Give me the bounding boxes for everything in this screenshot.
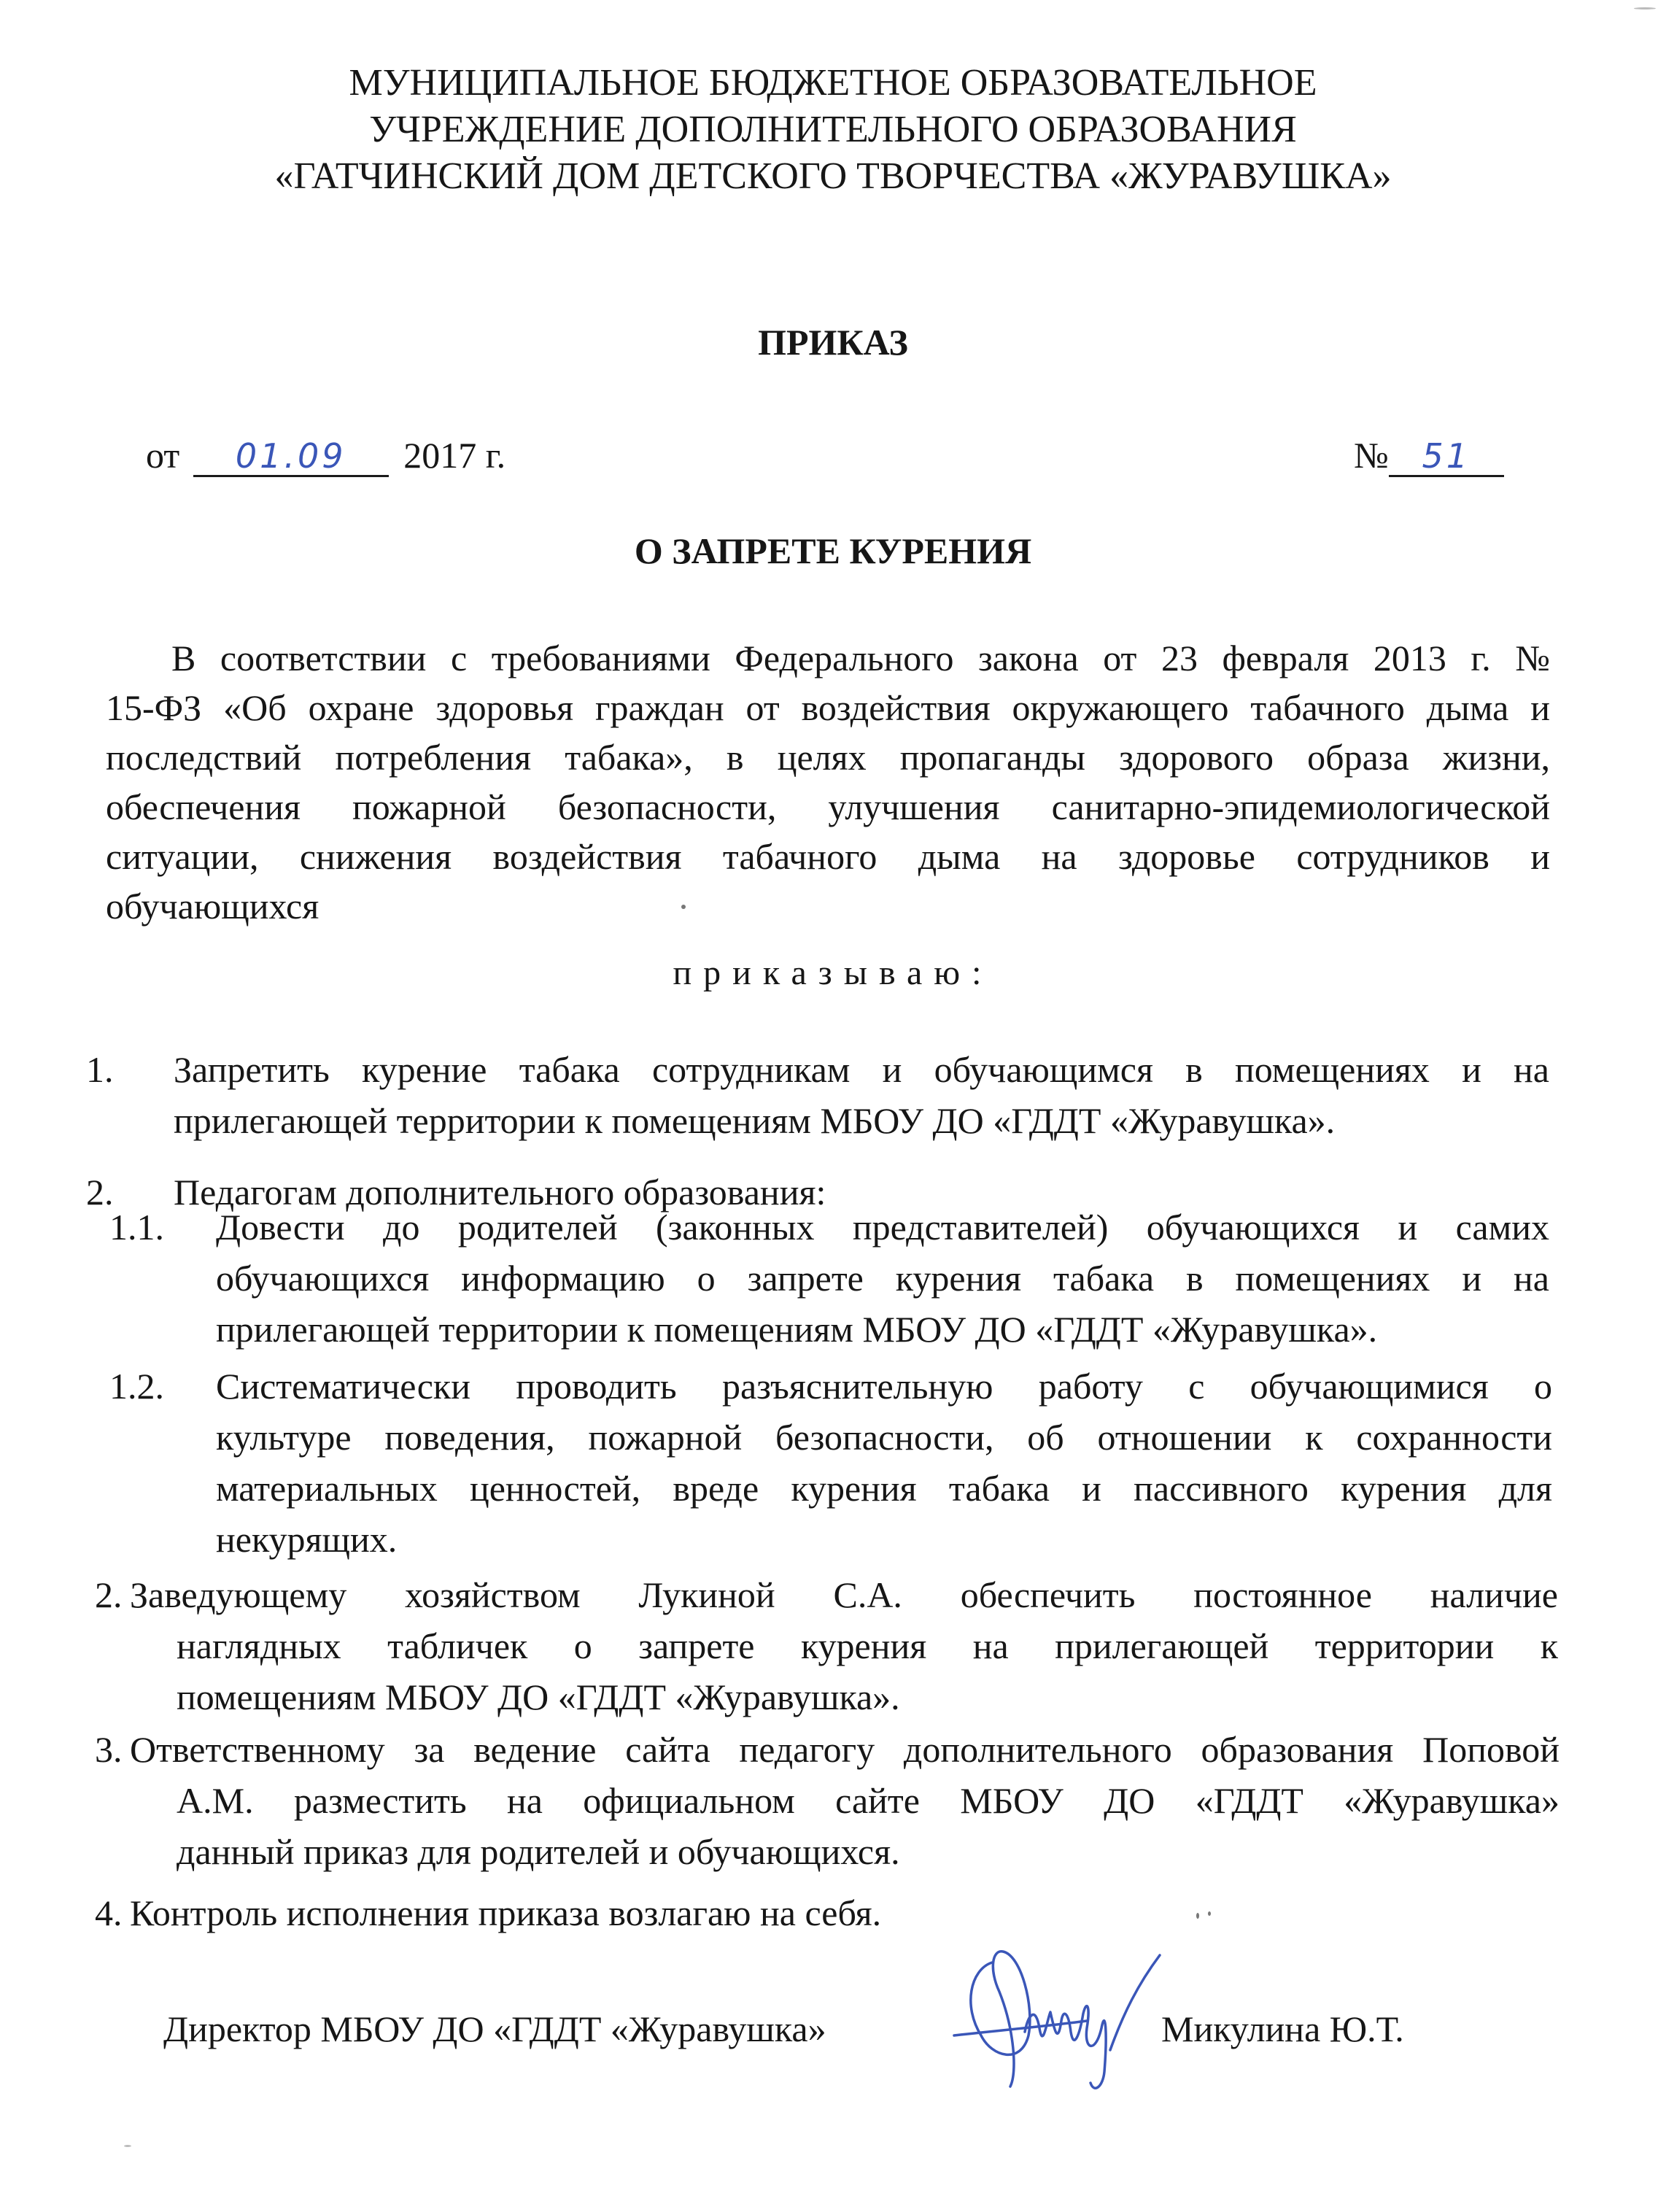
org-name-line-1: МУНИЦИПАЛЬНОЕ БЮДЖЕТНОЕ ОБРАЗОВАТЕЛЬНОЕ — [349, 62, 1317, 104]
handwritten-signature-icon — [941, 1926, 1174, 2101]
list-item-line: Запретить курение табака сотрудникам и обучающимся в помещениях и на — [174, 1049, 1549, 1090]
order-word: приказываю: — [673, 954, 993, 992]
list-item-line: А.М. разместить на официальном сайте МБОУ ДО «ГДДТ «Журавушка» — [177, 1780, 1560, 1821]
preamble — [106, 633, 1550, 931]
preamble-line: ситуации, снижения воздействия табачного дыма на здоровье сотрудников и — [106, 836, 1550, 877]
list-item-number: 1.1. — [109, 1207, 164, 1248]
list-item-line: Педагогам дополнительного образования: — [174, 1172, 826, 1213]
list-item-line: культуре поведения, пожарной безопасности, об отношении к сохранности — [216, 1417, 1552, 1458]
signatory-name: Микулина Ю.Т. — [1161, 2008, 1404, 2049]
list-item-number: 3. — [95, 1729, 123, 1770]
signatory-position: Директор МБОУ ДО «ГДДТ «Журавушка» — [163, 2008, 826, 2049]
list-item-number: 2. — [95, 1574, 123, 1615]
preamble-line: обучающихся — [106, 886, 319, 927]
list-item-line: помещениям МБОУ ДО «ГДДТ «Журавушка». — [177, 1677, 900, 1717]
date-field — [193, 436, 389, 477]
list-item-line: Довести до родителей (законных представителей) обучающихся и самих — [216, 1207, 1549, 1248]
document-title: О ЗАПРЕТЕ КУРЕНИЯ — [634, 530, 1032, 571]
list-item-number: 2. — [86, 1172, 114, 1213]
handwritten-date: 01.09 — [235, 436, 346, 476]
list-item-line: Ответственному за ведение сайта педагогу дополнительного образования Поповой — [130, 1729, 1560, 1770]
list-item-line: наглядных табличек о запрете курения на прилегающей территории к — [177, 1625, 1558, 1666]
list-item-number: 4. — [95, 1892, 123, 1933]
list-item-line: прилегающей территории к помещениям МБОУ ДО «ГДДТ «Журавушка». — [174, 1100, 1336, 1141]
list-item-line: некурящих. — [216, 1519, 398, 1560]
number-prefix: № — [1354, 435, 1389, 476]
date-prefix: от — [146, 435, 180, 476]
list-item-number: 1.2. — [109, 1366, 164, 1407]
list-item-number: 1. — [86, 1049, 114, 1090]
order-date — [146, 434, 505, 477]
document-type: ПРИКАЗ — [758, 322, 908, 363]
preamble-line: последствий потребления табака», в целях пропаганды здорового образа жизни, — [106, 737, 1550, 778]
preamble-line: обеспечения пожарной безопасности, улучшения санитарно-эпидемиологической — [106, 786, 1550, 827]
date-year: 2017 г. — [403, 435, 506, 476]
handwritten-number: 51 — [1422, 436, 1471, 476]
number-field — [1389, 436, 1504, 477]
preamble-line: В соответствии с требованиями Федерального закона от 23 февраля 2013 г. № — [171, 638, 1550, 678]
order-number — [1354, 434, 1504, 477]
org-name-line-3: «ГАТЧИНСКИЙ ДОМ ДЕТСКОГО ТВОРЧЕСТВА «ЖУРАВУШКА» — [274, 155, 1392, 197]
list-item-line: Систематически проводить разъяснительную работу с обучающимися о — [216, 1366, 1552, 1407]
list-item-line: прилегающей территории к помещениям МБОУ ДО «ГДДТ «Журавушка». — [216, 1309, 1378, 1350]
list-item-line: Контроль исполнения приказа возлагаю на себя. — [130, 1892, 882, 1933]
list-item-line: данный приказ для родителей и обучающихся. — [177, 1831, 900, 1872]
org-name-line-2: УЧРЕЖДЕНИЕ ДОПОЛНИТЕЛЬНОГО ОБРАЗОВАНИЯ — [369, 109, 1297, 150]
list-item-line: обучающихся информацию о запрете курения табака в помещениях и на — [216, 1258, 1549, 1299]
list-item-line: Заведующему хозяйством Лукиной С.А. обеспечить постоянное наличие — [130, 1574, 1558, 1615]
list-item-line: материальных ценностей, вреде курения табака и пассивного курения для — [216, 1468, 1552, 1509]
preamble-line: 15-ФЗ «Об охране здоровья граждан от воздействия окружающего табачного дыма и — [106, 687, 1550, 728]
